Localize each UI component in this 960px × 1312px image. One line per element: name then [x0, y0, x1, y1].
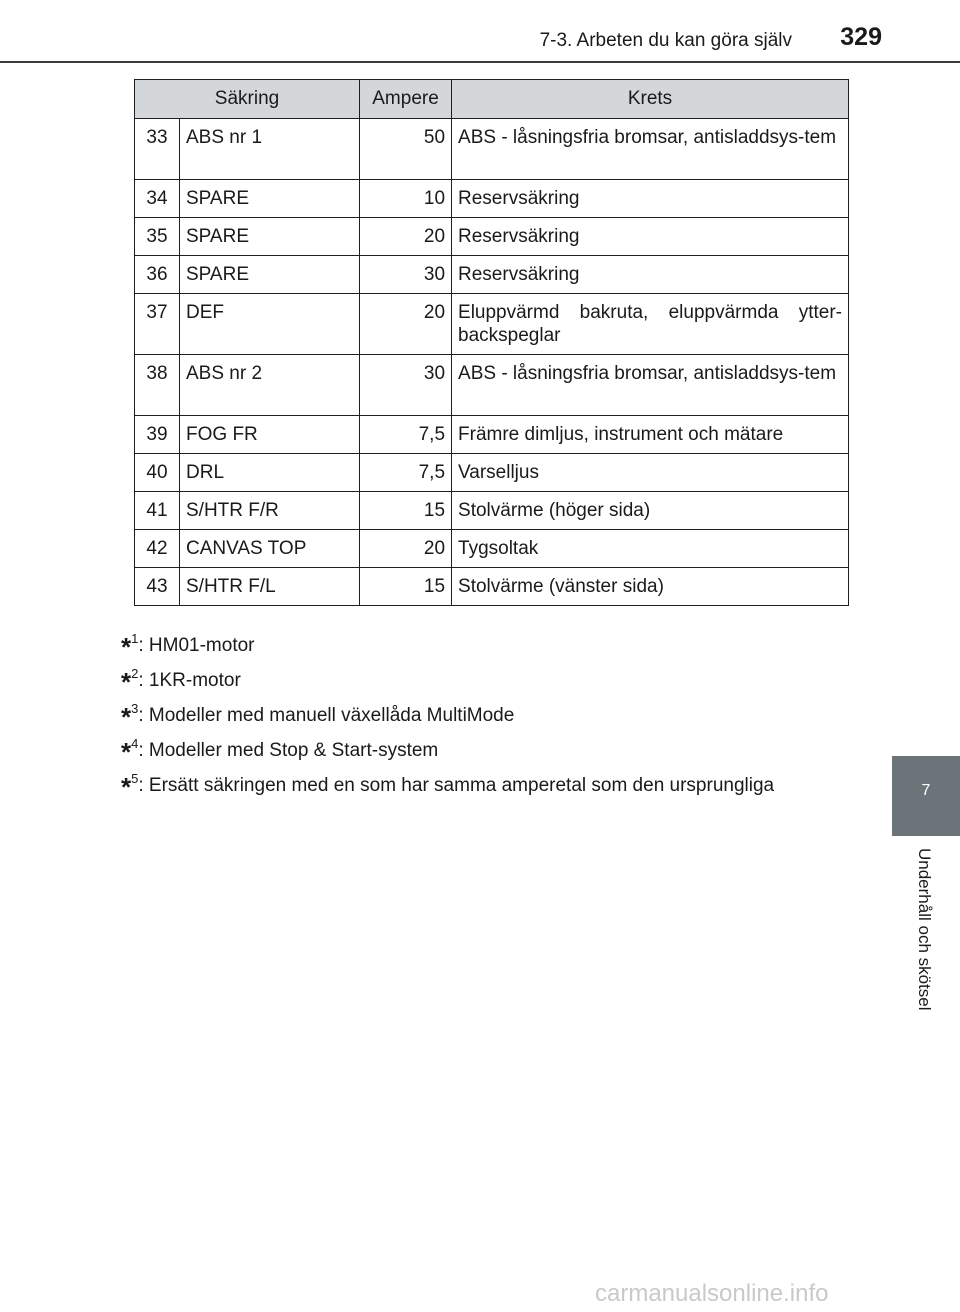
fuse-number: 35 [135, 218, 180, 256]
footnote-marker: * [121, 702, 132, 732]
table-row [135, 568, 849, 606]
table-row [135, 530, 849, 568]
footnote [121, 729, 774, 767]
watermark: carmanualsonline.info [595, 1280, 829, 1307]
fuse-ampere: 7,5 [360, 416, 452, 454]
fuse-number: 41 [135, 492, 180, 530]
fuse-ampere: 20 [360, 530, 452, 568]
footnote-number: 4 [131, 736, 139, 751]
footnote-number: 2 [131, 666, 139, 681]
footnote-text: : HM01-motor [138, 635, 255, 656]
fuse-ampere: 15 [360, 492, 452, 530]
fuse-name: DEF [180, 294, 360, 355]
footnote [121, 764, 775, 802]
chapter-tab [892, 756, 960, 836]
fuse-name: ABS nr 2 [180, 355, 360, 416]
fuse-ampere: 15 [360, 568, 452, 606]
fuse-number: 38 [135, 355, 180, 416]
fuse-number: 39 [135, 416, 180, 454]
footnote-text: : Modeller med manuell växellåda MultiMode [138, 705, 515, 726]
fuse-number: 36 [135, 256, 180, 294]
fuse-circuit: Tygsoltak [452, 530, 849, 568]
footnote-text: : 1KR-motor [138, 670, 241, 691]
fuse-circuit: Varselljus [452, 454, 849, 492]
section-title: 7-3. Arbeten du kan göra själv [539, 30, 792, 51]
table-row [135, 218, 849, 256]
fuse-ampere: 20 [360, 294, 452, 355]
fuse-number: 37 [135, 294, 180, 355]
fuse-ampere: 30 [360, 355, 452, 416]
fuse-name: CANVAS TOP [180, 530, 360, 568]
footnote-number: 3 [131, 701, 139, 716]
column-header-ampere: Ampere [360, 80, 452, 119]
fuse-ampere: 50 [360, 119, 452, 180]
fuse-number: 33 [135, 119, 180, 180]
fuse-circuit: Stolvärme (vänster sida) [452, 568, 849, 606]
table-row [135, 355, 849, 416]
footnote-marker: * [121, 772, 132, 802]
fuse-circuit: Stolvärme (höger sida) [452, 492, 849, 530]
table-row [135, 294, 849, 355]
fuse-name: ABS nr 1 [180, 119, 360, 180]
table-row [135, 180, 849, 218]
footnote [121, 659, 774, 697]
footnote-text: : Modeller med Stop & Start-system [138, 740, 439, 761]
fuse-name: DRL [180, 454, 360, 492]
fuse-ampere: 20 [360, 218, 452, 256]
footnote [121, 624, 774, 662]
chapter-label: Underhåll och skötsel [915, 848, 934, 1011]
fuse-number: 40 [135, 454, 180, 492]
page-number: 329 [840, 23, 882, 51]
fuse-name: SPARE [180, 180, 360, 218]
fuse-circuit: Reservsäkring [452, 256, 849, 294]
chapter-number: 7 [921, 782, 931, 799]
fuse-ampere: 30 [360, 256, 452, 294]
footnote [121, 694, 774, 732]
footnote-text: : Ersätt säkringen med en som har samma amperetal som den ursprungliga [138, 775, 775, 796]
fuse-name: SPARE [180, 218, 360, 256]
footnotes [121, 624, 775, 802]
footnote-marker: * [121, 667, 132, 697]
fuse-circuit: Främre dimljus, instrument och mätare [452, 416, 849, 454]
fuse-name: S/HTR F/R [180, 492, 360, 530]
fuse-circuit: Reservsäkring [452, 218, 849, 256]
footnote-marker: * [121, 737, 132, 767]
header-rule [0, 61, 960, 63]
fuse-name: FOG FR [180, 416, 360, 454]
footnote-number: 5 [131, 771, 139, 786]
fuse-name: SPARE [180, 256, 360, 294]
fuse-number: 42 [135, 530, 180, 568]
footnote-number: 1 [131, 631, 139, 646]
fuse-circuit: ABS - låsningsfria bromsar, antisladdsys-tem [452, 355, 849, 416]
fuse-ampere: 7,5 [360, 454, 452, 492]
fuse-circuit: Eluppvärmd bakruta, eluppvärmda ytter-backspeglar [452, 294, 849, 355]
table-row [135, 256, 849, 294]
table-header-row [135, 80, 849, 119]
fuse-circuit: ABS - låsningsfria bromsar, antisladdsys-tem [452, 119, 849, 180]
fuse-circuit: Reservsäkring [452, 180, 849, 218]
table-row [135, 492, 849, 530]
fuse-name: S/HTR F/L [180, 568, 360, 606]
fuse-number: 43 [135, 568, 180, 606]
fuse-ampere: 10 [360, 180, 452, 218]
table-row [135, 119, 849, 180]
table-row [135, 454, 849, 492]
column-header-circuit: Krets [452, 80, 849, 119]
footnote-marker: * [121, 632, 132, 662]
fuse-table [134, 79, 849, 606]
fuse-number: 34 [135, 180, 180, 218]
column-header-fuse: Säkring [135, 80, 360, 119]
table-row [135, 416, 849, 454]
